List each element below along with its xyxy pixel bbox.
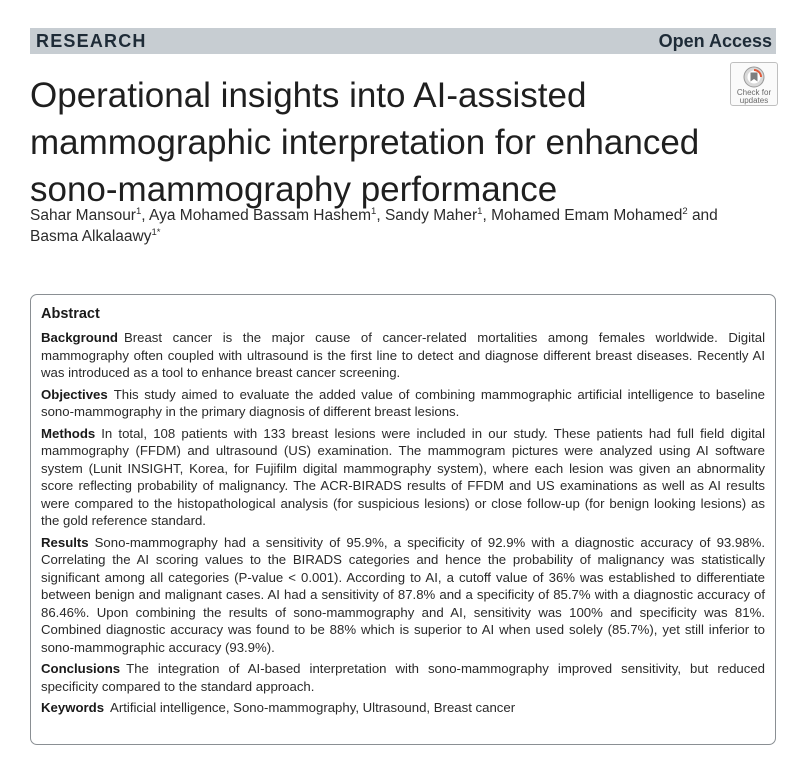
author-affiliation: 1* <box>151 226 161 238</box>
section-text: Sono-mammography had a sensitivity of 95.9%, a specificity of 92.9% with a diagnostic accuracy of 93.98%. Correlating the AI scoring values to the BIRADS categories and hence the probability of malignancy was statistically significant among all categories (P-value < 0.001). According to AI, a cutoff value of 36% was established to differentiate between benign and malignant cases. AI had a sensitivity of 87.8% and a specificity of 85.7% with a diagnostic accuracy of 86.46%. Upon combining the results of sono-mammography and AI, sensitivity was 100% and specificity was 81%. Combined diagnostic accuracy was found to be 88% which is superior to AI when used solely (85.7%), yet still inferior to sono-mammographic accuracy (93.9%). <box>41 534 765 655</box>
abstract-section-objectives <box>41 386 765 421</box>
abstract-section-methods <box>41 425 765 530</box>
abstract-heading: Abstract <box>41 306 100 322</box>
author-name[interactable]: Basma Alkalaawy <box>30 228 152 245</box>
author-affiliation: 2 <box>682 205 688 217</box>
article-type-label: RESEARCH <box>36 30 147 51</box>
section-label: Methods <box>41 425 96 441</box>
check-for-updates-badge[interactable] <box>730 62 778 106</box>
abstract-box <box>30 294 776 745</box>
author-name[interactable]: Sahar Mansour <box>30 207 136 224</box>
author-affiliation: 1 <box>371 205 377 217</box>
article-title: Operational insights into AI-assisted mammographic interpretation for enhanced sono-mammography performance <box>30 76 700 209</box>
section-text: This study aimed to evaluate the added value of combining mammographic artificial intelligence to baseline sono-mammography in the primary diagnosis of different breast lesions. <box>41 386 765 419</box>
author-list: Sahar Mansour$^1$, Aya Mohamed Bassam Hashem$^1$, Sandy Maher$^1$, Mohamed Emam Mohamed$^2$ and Basma Alkalaawy$^{1*}$ <box>30 205 718 245</box>
section-label: Conclusions <box>41 661 121 676</box>
author-conjunction: and <box>691 207 718 224</box>
section-label: Objectives <box>41 386 108 402</box>
check-for-updates-label: Check for updates <box>736 88 772 105</box>
abstract-section-background <box>41 329 765 382</box>
section-text: Artificial intelligence, Sono-mammography, Ultrasound, Breast cancer <box>110 700 516 715</box>
author-affiliation: 1 <box>477 205 483 217</box>
section-label: Results <box>41 534 89 550</box>
article-type-bar <box>30 28 776 54</box>
section-label: Background <box>41 330 118 345</box>
author-affiliation: 1 <box>135 205 142 217</box>
abstract-section-results <box>41 534 765 657</box>
author-name[interactable]: Aya Mohamed Bassam Hashem <box>149 207 372 224</box>
section-label: Keywords <box>41 700 105 715</box>
author-name[interactable]: Mohamed Emam Mohamed <box>491 207 683 224</box>
open-access-label[interactable]: Open Access <box>658 30 772 51</box>
author-name[interactable]: Sandy Maher <box>384 207 478 224</box>
section-text: In total, 108 patients with 133 breast lesions were included in our study. These patients had full field digital mammography (FFDM) and ultrasound (US) examination. The mammogram pictures were analyzed using AI software system (Lunit INSIGHT, Korea, for Fujifilm digital mammography system), where each lesion was given an abnormality score reflecting probability of malignancy. The ACR-BIRADS results of FFDM and US examinations as well as AI results were compared to the histopathological analysis (for suspicious lesions) or close follow-up (for benign looking lesions) as the gold reference standard. <box>41 425 765 528</box>
crossmark-icon <box>743 66 765 88</box>
section-text: Breast cancer is the major cause of cancer-related mortalities among females worldwide. Digital mammography often coupled with ultrasound is the first line to detect and diagnose different breast diseases. Recently AI was introduced as a tool to enhance breast cancer screening. <box>41 330 765 380</box>
abstract-section-conclusions <box>41 660 765 695</box>
section-text: The integration of AI-based interpretation with sono-mammography improved sensitivity, but reduced specificity compared to the standard approach. <box>41 661 765 694</box>
abstract-section-keywords <box>41 699 765 717</box>
